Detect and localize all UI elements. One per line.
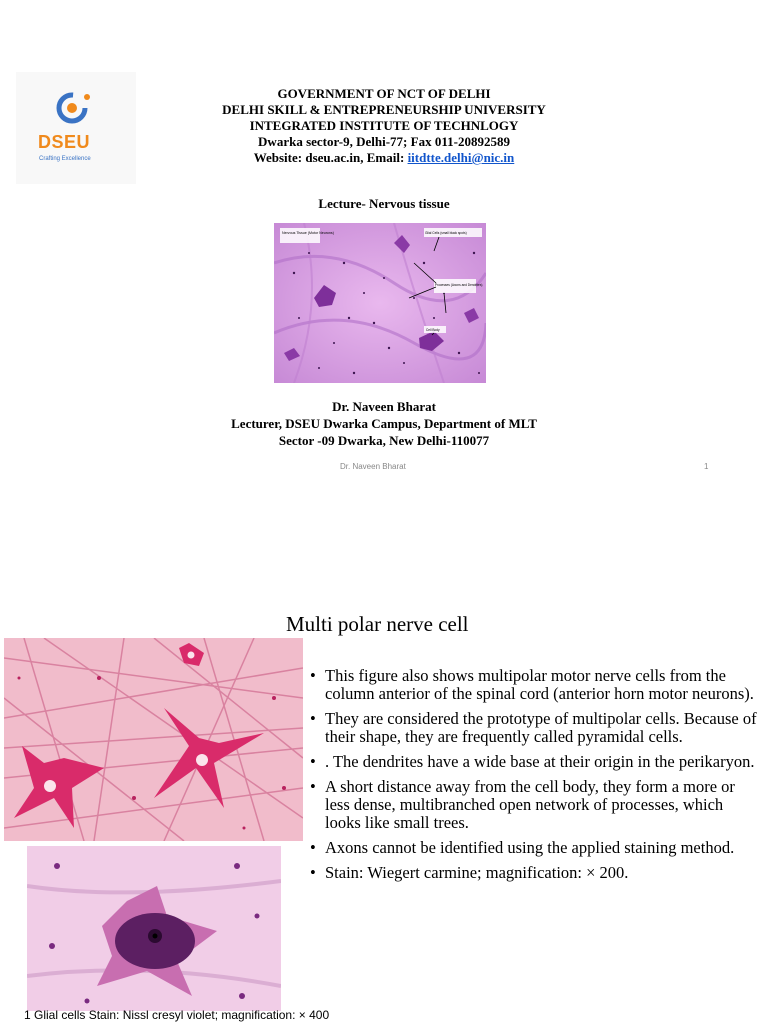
logo-text: DSEU <box>38 132 91 152</box>
footer-author: Dr. Naveen Bharat <box>340 462 406 471</box>
content-slide <box>0 590 768 1024</box>
bullet-item: • A short distance away from the cell body, they form a more or less dense, multibranched open network of processes, which looks like small trees. <box>308 778 758 832</box>
image-label-processes: Processes (Axons and Dendrites) <box>435 283 483 287</box>
image-caption: 1 Glial cells Stain: Nissl cresyl violet; magnification: × 400 <box>24 1008 330 1022</box>
image-label-tissue: Nervous Tissue (Motor Neurons) <box>282 231 334 235</box>
header-line: Dwarka sector-9, Delhi-77; Fax 011-20892589 <box>258 134 510 149</box>
glial-cells-micrograph <box>27 846 281 1011</box>
image-label-glial: Glial Cells (small black spots) <box>425 231 467 235</box>
header-line: INTEGRATED INSTITUTE OF TECHNLOGY <box>249 118 519 133</box>
nervous-tissue-micrograph <box>274 223 486 383</box>
author-role: Lecturer, DSEU Dwarka Campus, Department of MLT <box>231 416 537 431</box>
lecture-title: Lecture- Nervous tissue <box>318 196 450 211</box>
email-link[interactable]: iitdtte.delhi@nic.in <box>407 150 515 165</box>
bullet-list <box>308 667 758 889</box>
multipolar-neuron-micrograph <box>4 638 303 841</box>
bullet-item: • Axons cannot be identified using the applied staining method. <box>308 839 758 857</box>
logo-tagline: Crafting Excellence <box>39 156 91 162</box>
contact-line <box>0 150 768 166</box>
website-text: Website: dseu.ac.in, Email: <box>253 150 408 165</box>
page-number: 1 <box>704 462 709 471</box>
bullet-item: • Stain: Wiegert carmine; magnification: × 200. <box>308 864 758 882</box>
bullet-item: • They are considered the prototype of multipolar cells. Because of their shape, they are frequently called pyramidal cells. <box>308 710 758 746</box>
author-block <box>0 398 768 449</box>
slide-title: Multi polar nerve cell <box>286 612 469 636</box>
title-slide <box>0 0 768 486</box>
header-line: DELHI SKILL & ENTREPRENEURSHIP UNIVERSITY <box>222 102 546 117</box>
bullet-item: • This figure also shows multipolar motor nerve cells from the column anterior of the spinal cord (anterior horn motor neurons). <box>308 667 758 703</box>
institution-header <box>0 86 768 166</box>
image-label-cell-body: Cell Body <box>426 328 440 332</box>
bullet-item: • . The dendrites have a wide base at their origin in the perikaryon. <box>308 753 758 771</box>
author-address: Sector -09 Dwarka, New Delhi-110077 <box>278 433 490 448</box>
author-name: Dr. Naveen Bharat <box>332 399 436 414</box>
header-line: GOVERNMENT OF NCT OF DELHI <box>277 86 491 101</box>
